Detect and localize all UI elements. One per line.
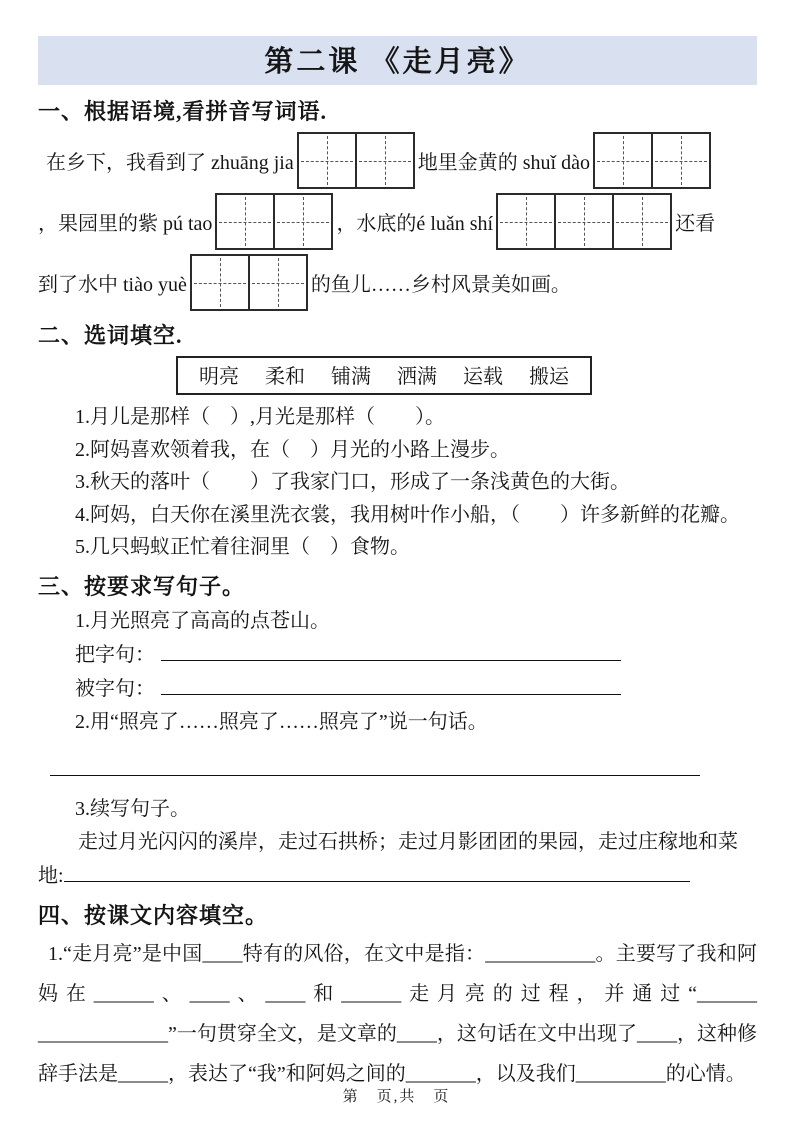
sentence-source: 1.月光照亮了高高的点苍山。 <box>75 609 330 632</box>
fill-blank-item: 3.秋天的落叶（ ）了我家门口，形成了一条浅黄色的大街。 <box>75 471 630 493</box>
text-segment: ，水底的é luǎn shí <box>336 213 494 235</box>
tianzige-box <box>215 193 333 250</box>
fill-blank-item: 1.月儿是那样（ ）,月光是那样（ ）。 <box>75 406 445 428</box>
page-footer: 第 页,共 页 <box>342 1089 451 1105</box>
tianzige-box <box>593 132 711 189</box>
lesson-title: 第二课 《走月亮》 <box>38 36 757 85</box>
tianzige-box <box>496 193 672 250</box>
cloze-paragraph: 1.“走月亮”是中国____特有的风俗，在文中是指：​___________​。主要写了我和阿妈在______、​____、​____和______​走月亮的过程，并通过“______​_____________”一句贯穿全文，是文章的____，这句话在文中出现了____，这种修辞手法是_____，表达了“我”和阿妈之间的_______，以及我们_____​____的心情。 <box>38 942 757 1085</box>
tianzige-box <box>297 132 415 189</box>
ba-label: 把字句： <box>75 643 155 666</box>
free-answer-line-wrap <box>38 739 757 793</box>
section-3-heading: 三、按要求写句子。 <box>38 573 246 599</box>
section-1-heading: 一、根据语境,看拼音写词语. <box>38 99 328 124</box>
answer-line <box>50 753 700 776</box>
word-bank-item: 铺满 <box>331 366 371 388</box>
text-segment: 还看 <box>675 213 716 235</box>
fill-blank-items <box>38 401 757 564</box>
bei-label: 被字句： <box>75 677 155 700</box>
tianzige-box <box>190 254 308 311</box>
sentence-task-3: 3.续写句子。 <box>75 797 190 820</box>
word-bank-item: 搬运 <box>529 366 569 388</box>
fill-blank-item: 5.几只蚂蚁正忙着往洞里（ ）食物。 <box>75 536 410 558</box>
answer-line <box>161 672 621 695</box>
word-bank-item: 柔和 <box>265 366 305 388</box>
section-2-heading: 二、选词填空. <box>38 323 183 348</box>
fill-blank-item: 4.阿妈，白天你在溪里洗衣裳，我用树叶作小船，（ ）许多新鲜的花瓣。 <box>75 503 740 526</box>
pinyin-line-3 <box>38 252 757 313</box>
text-segment: 到了水中 tiào yuè <box>38 274 187 296</box>
text-segment: 在乡下，我看到了 zhuāng jia <box>46 152 294 174</box>
word-bank-item: 洒满 <box>397 366 437 388</box>
word-bank-item: 运载 <box>463 366 503 388</box>
continuation-text <box>38 826 757 893</box>
bei-sentence-line <box>38 672 757 706</box>
section-4-heading: 四、按课文内容填空。 <box>38 902 269 928</box>
ba-sentence-line <box>38 638 757 672</box>
answer-line <box>64 859 690 882</box>
text-segment: ，果园里的紫 pú tao <box>38 213 213 235</box>
pinyin-line-1 <box>38 130 757 191</box>
section-3-body <box>38 605 757 893</box>
answer-line <box>161 638 621 661</box>
pinyin-line-2 <box>38 191 757 252</box>
word-bank-item: 明亮 <box>199 366 239 388</box>
text-segment: 的鱼儿……乡村风景美如画。 <box>310 274 571 296</box>
word-bank <box>176 356 592 395</box>
text-segment: 走过月光闪闪的溪岸，走过石拱桥；走过月影团团的果园，走过庄稼地和菜地: <box>38 830 738 887</box>
fill-blank-item: 2.阿妈喜欢领着我，在（ ）月光的小路上漫步。 <box>75 438 510 461</box>
sentence-task-2: 2.用“照亮了……照亮了……照亮了”说一句话。 <box>75 710 488 733</box>
text-segment: 地里金黄的 shuǐ dào <box>417 152 590 174</box>
